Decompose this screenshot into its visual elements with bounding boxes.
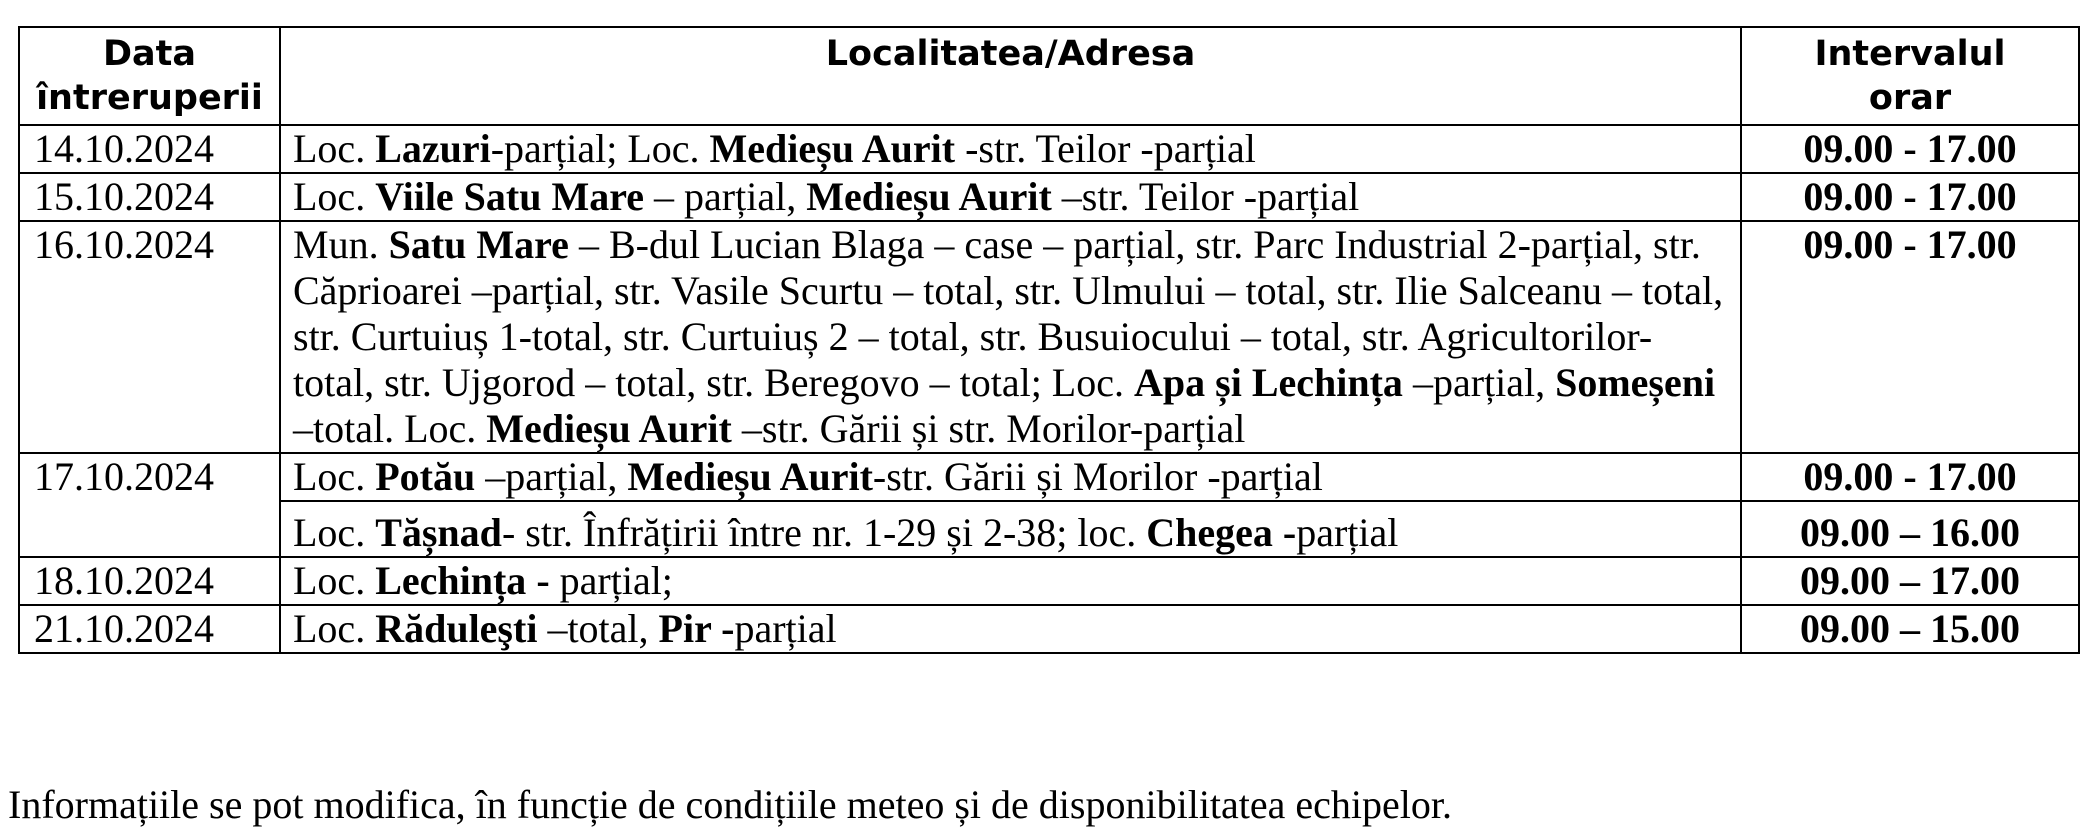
row-time: 09.00 – 16.00 xyxy=(1741,501,2079,557)
address-locality: Tășnad xyxy=(375,510,502,555)
address-text: Mun. xyxy=(293,222,389,267)
header-time xyxy=(1741,27,2079,125)
header-time-line2: orar xyxy=(1868,78,1952,118)
address-locality: Potău xyxy=(375,454,476,499)
row-time: 09.00 - 17.00 xyxy=(1741,173,2079,221)
row-address xyxy=(280,221,1741,453)
address-text: -str. Gării și Morilor -parțial xyxy=(872,454,1323,499)
table-row xyxy=(19,221,2079,453)
row-address xyxy=(280,605,1741,653)
address-text: -str. Teilor -parțial xyxy=(955,126,1256,171)
outage-schedule-table xyxy=(18,26,2080,654)
address-text: Loc. xyxy=(293,510,376,555)
table-row xyxy=(19,605,2079,653)
row-address xyxy=(280,125,1741,173)
address-locality: Medieșu Aurit xyxy=(709,126,956,171)
address-text: –parțial, xyxy=(1402,360,1556,405)
address-text: –parțial, xyxy=(475,454,628,499)
row-date: 16.10.2024 xyxy=(19,221,280,453)
address-text: Loc. xyxy=(293,606,376,651)
row-address xyxy=(280,557,1741,605)
row-time: 09.00 - 17.00 xyxy=(1741,125,2079,173)
address-text: –total, xyxy=(537,606,659,651)
header-date-line1: Data xyxy=(102,34,197,74)
address-text: Loc. xyxy=(293,454,376,499)
row-address xyxy=(280,173,1741,221)
address-locality: Răduleşti xyxy=(375,606,538,651)
address-locality: Chegea xyxy=(1146,510,1273,555)
table-row xyxy=(19,501,2079,557)
header-time-line1: Intervalul xyxy=(1814,34,2006,74)
row-address xyxy=(280,501,1741,557)
address-locality: Lazuri xyxy=(375,126,491,171)
address-locality: Lechința xyxy=(375,558,527,603)
address-locality: Satu Mare xyxy=(388,222,569,267)
table-row xyxy=(19,173,2079,221)
address-text: parțial; xyxy=(549,558,673,603)
address-text: Loc. xyxy=(293,126,376,171)
header-row xyxy=(19,27,2079,125)
row-date: 21.10.2024 xyxy=(19,605,280,653)
row-date: 18.10.2024 xyxy=(19,557,280,605)
address-text: – B-dul Lucian Blaga – case – parțial, str. Parc Industrial 2-parțial, str. Căprioarei –parțial, str. Vasile Scurtu – total, str. Ulmului – total, str. Ilie Salceanu – total, str. Curtuiuș 1-total, str. Curtuiuș 2 – total, str. Busuiocului – total, str. Agricultorilor-total, str. Ujgorod – total, str. Beregovo – total; Loc. xyxy=(293,222,1724,405)
address-locality: Someșeni xyxy=(1555,360,1716,405)
address-text: -parțial; Loc. xyxy=(490,126,710,171)
address-locality: Medieșu Aurit xyxy=(627,454,873,499)
row-time: 09.00 - 17.00 xyxy=(1741,221,2079,453)
header-address xyxy=(280,27,1741,125)
table-row xyxy=(19,557,2079,605)
address-locality: - xyxy=(1272,510,1297,555)
address-text: –total. Loc. xyxy=(293,406,487,451)
address-locality: Medieșu Aurit xyxy=(806,174,1052,219)
address-text: Loc. xyxy=(293,558,376,603)
address-text: parțial xyxy=(1296,510,1399,555)
address-text: Loc. xyxy=(293,174,376,219)
address-locality: Pir xyxy=(658,606,712,651)
row-date: 14.10.2024 xyxy=(19,125,280,173)
address-text: –str. Teilor -parțial xyxy=(1051,174,1360,219)
header-address-label: Localitatea/Adresa xyxy=(825,34,1196,74)
address-text: –str. Gării și str. Morilor-parțial xyxy=(731,406,1246,451)
header-date-line2: întreruperii xyxy=(36,78,263,118)
address-locality: - xyxy=(711,606,735,651)
footnote: Informațiile se pot modifica, în funcție de condițiile meteo și de disponibilitatea echipelor. xyxy=(8,782,1453,827)
header-date xyxy=(19,27,280,125)
address-text: – parțial, xyxy=(644,174,807,219)
address-text: parțial xyxy=(734,606,837,651)
address-locality: Apa și Lechința xyxy=(1134,360,1403,405)
row-time: 09.00 – 17.00 xyxy=(1741,557,2079,605)
row-time: 09.00 – 15.00 xyxy=(1741,605,2079,653)
row-time: 09.00 - 17.00 xyxy=(1741,453,2079,501)
row-address xyxy=(280,453,1741,501)
address-locality: - xyxy=(526,558,550,603)
table-row xyxy=(19,453,2079,501)
row-date: 17.10.2024 xyxy=(19,453,280,557)
address-text: - str. Înfrățirii între nr. 1-29 și 2-38; loc. xyxy=(501,510,1147,555)
address-locality: Viile Satu Mare xyxy=(375,174,645,219)
row-date: 15.10.2024 xyxy=(19,173,280,221)
table-row xyxy=(19,125,2079,173)
address-locality: Medieșu Aurit xyxy=(486,406,732,451)
